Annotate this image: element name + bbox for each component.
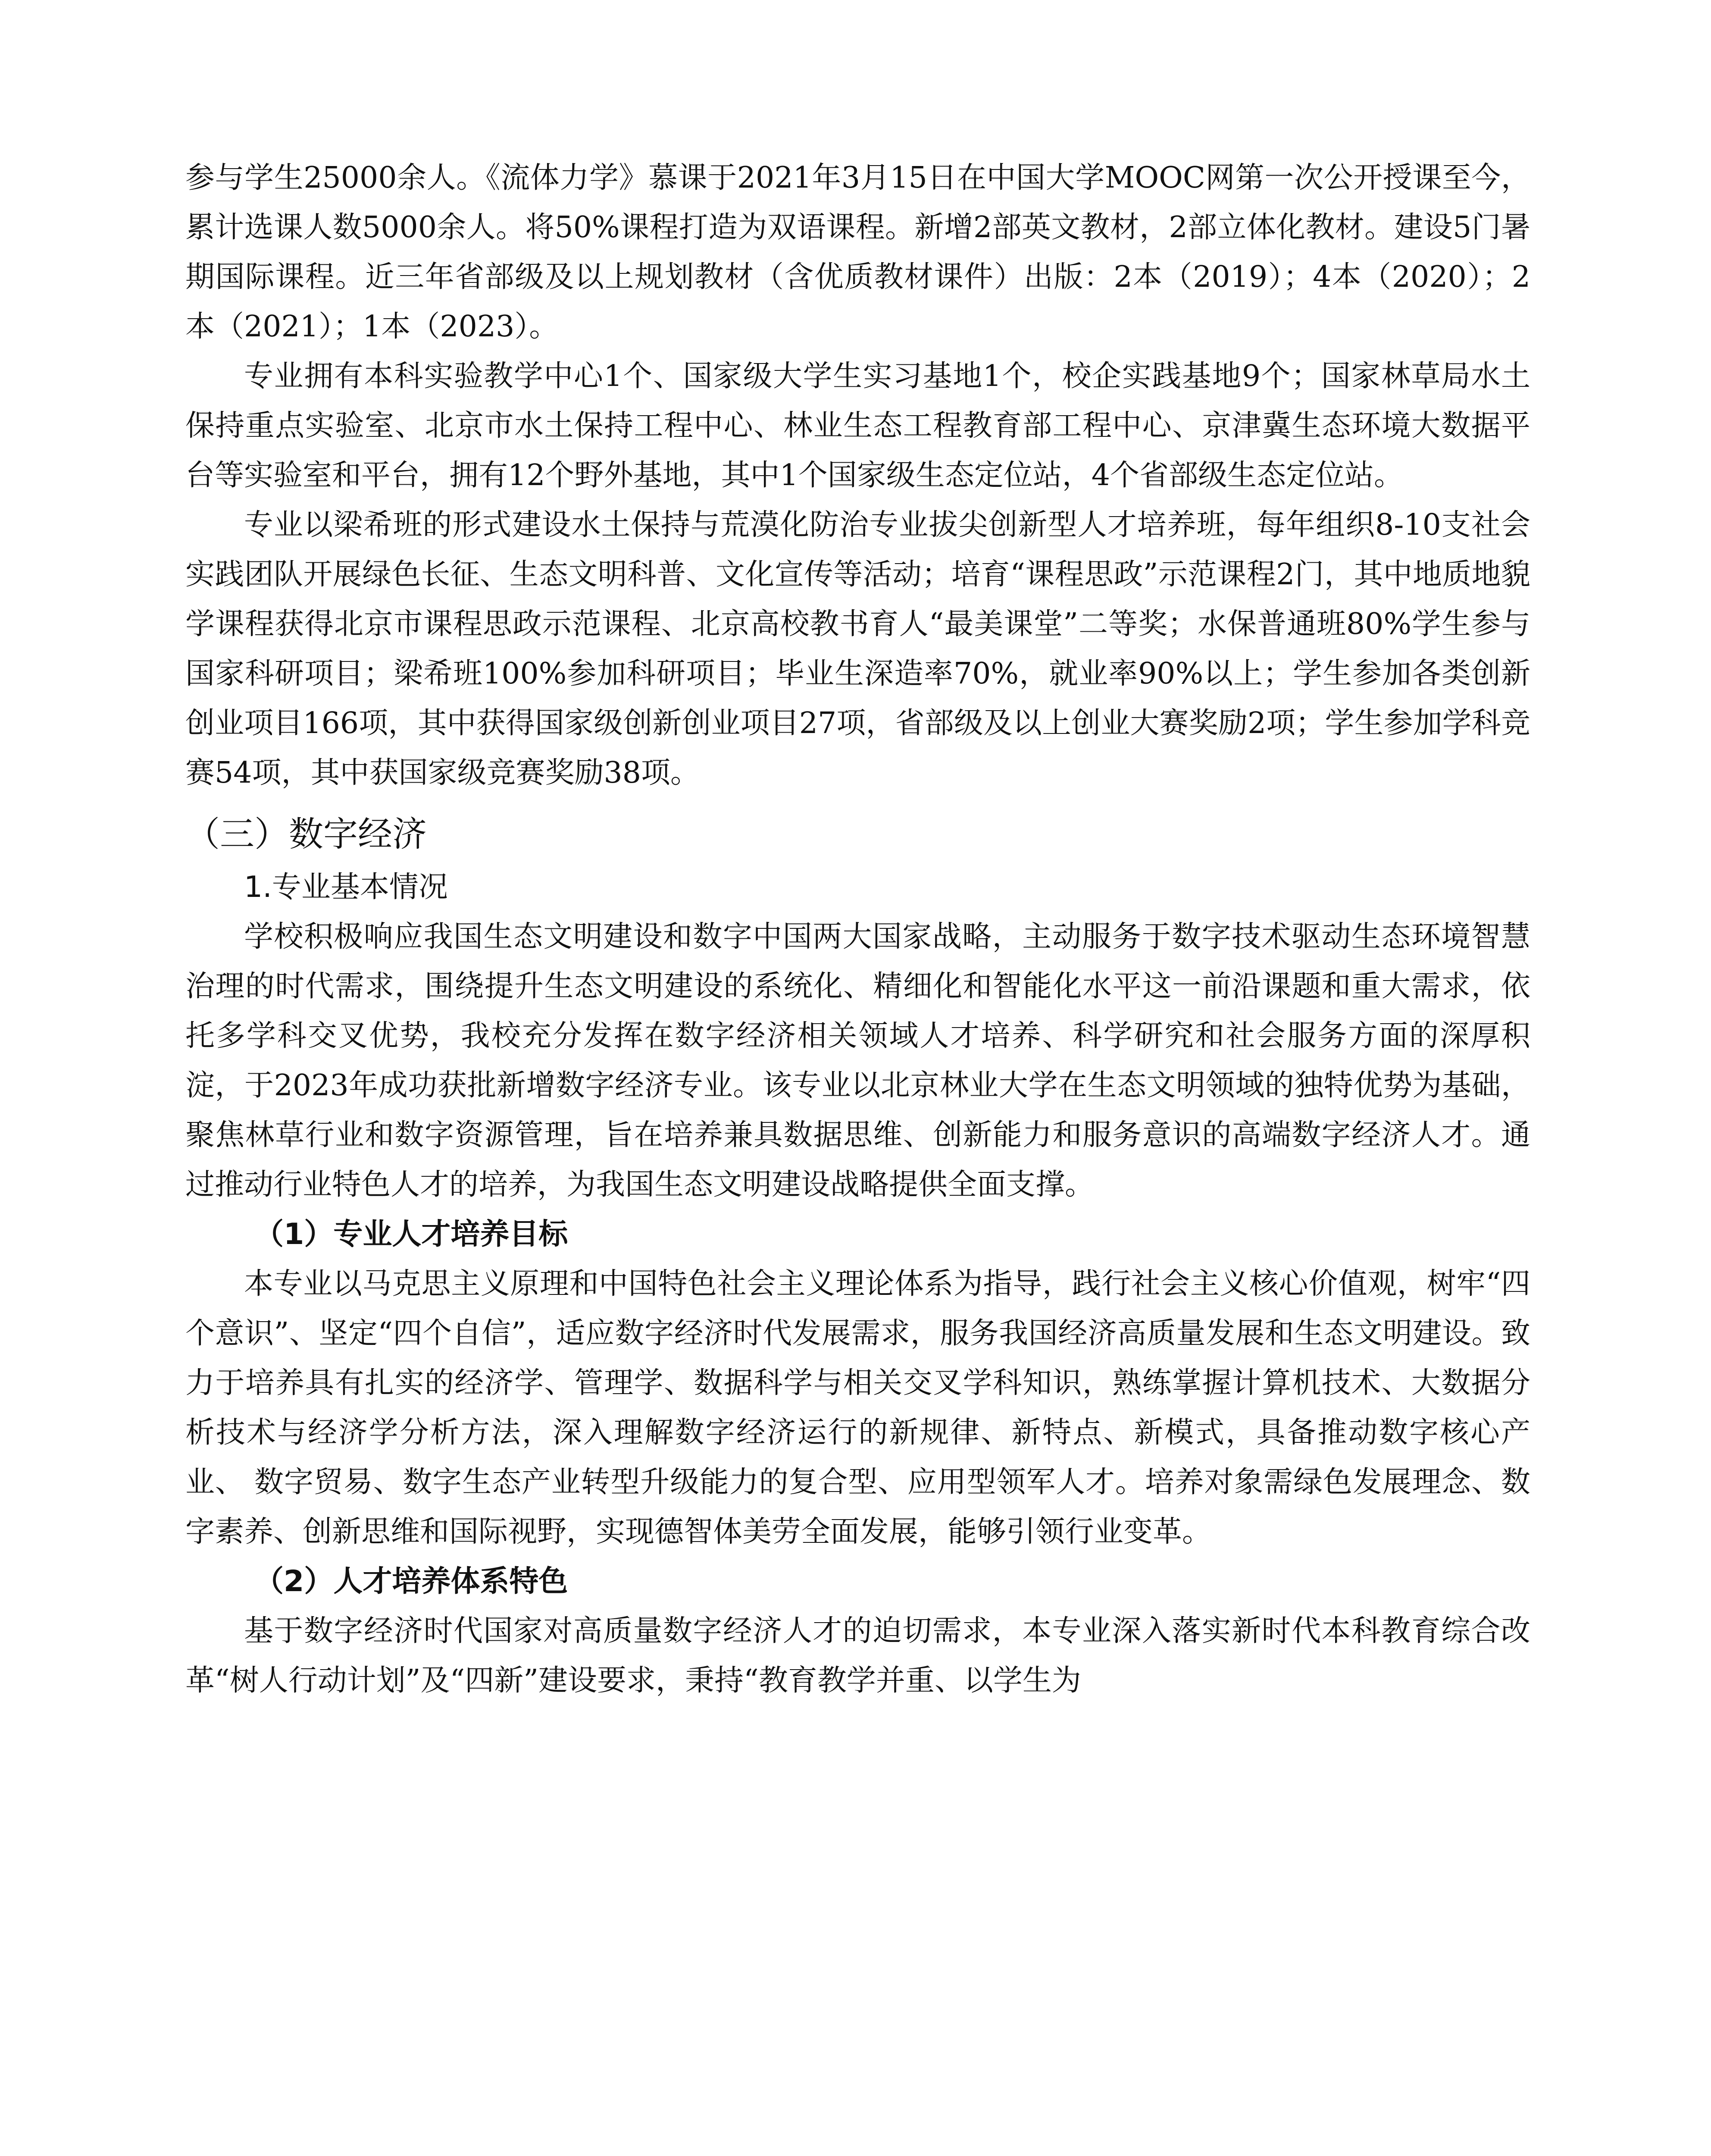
subheading-system-features: （2）人才培养体系特色: [254, 1564, 568, 1598]
subheading-training-goals: （1）专业人才培养目标: [254, 1217, 568, 1251]
paragraph-liangxi-class: 专业以梁希班的形式建设水土保持与荒漠化防治专业拔尖创新型人才培养班，每年组织8-10支社会实践团队开展绿色长征、生态文明科普、文化宣传等活动；培育“课程思政”示范课程2门，其中地质地貌学课程获得北京市课程思政示范课程、北京高校教书育人“最美课堂”二等奖；水保普通班80%学生参与国家科研项目；梁希班100%参加科研项目；毕业生深造率70%，就业率90%以上；学生参加各类创新创业项目166项，其中获得国家级创新创业项目27项，省部级及以上创业大赛奖励2项；学生参加学科竞赛54项，其中获国家级竞赛奖励38项。: [185, 508, 1530, 790]
page-body: [185, 153, 1530, 1705]
paragraph-teaching-facilities: 专业拥有本科实验教学中心1个、国家级大学生实习基地1个，校企实践基地9个；国家林草局水土保持重点实验室、北京市水土保持工程中心、林业生态工程教育部工程中心、京津冀生态环境大数据平台等实验室和平台，拥有12个野外基地，其中1个国家级生态定位站，4个省部级生态定位站。: [185, 359, 1530, 492]
subheading-basic-info: 1.专业基本情况: [244, 870, 448, 904]
section-heading-digital-economy: （三）数字经济: [185, 814, 427, 854]
paragraph-major-overview: 学校积极响应我国生态文明建设和数字中国两大国家战略，主动服务于数字技术驱动生态环境智慧治理的时代需求，围绕提升生态文明建设的系统化、精细化和智能化水平这一前沿课题和重大需求，依托多学科交叉优势，我校充分发挥在数字经济相关领域人才培养、科学研究和社会服务方面的深厚积淀，于2023年成功获批新增数字经济专业。该专业以北京林业大学在生态文明领域的独特优势为基础，聚焦林草行业和数字资源管理，旨在培养兼具数据思维、创新能力和服务意识的高端数字经济人才。通过推动行业特色人才的培养，为我国生态文明建设战略提供全面支撑。: [185, 920, 1530, 1202]
paragraph-student-participation: 参与学生25000余人。《流体力学》慕课于2021年3月15日在中国大学MOOC网第一次公开授课至今，累计选课人数5000余人。将50%课程打造为双语课程。新增2部英文教材，2部立体化教材。建设5门暑期国际课程。近三年省部级及以上规划教材（含优质教材课件）出版：2本（2019）；4本（2020）；2本（2021）；1本（2023）。: [185, 161, 1530, 344]
paragraph-system-features: 基于数字经济时代国家对高质量数字经济人才的迫切需求，本专业深入落实新时代本科教育综合改革“树人行动计划”及“四新”建设要求，秉持“教育教学并重、以学生为: [185, 1614, 1530, 1698]
paragraph-training-goals: 本专业以马克思主义原理和中国特色社会主义理论体系为指导，践行社会主义核心价值观，树牢“四个意识”、坚定“四个自信”，适应数字经济时代发展需求，服务我国经济高质量发展和生态文明建设。致力于培养具有扎实的经济学、管理学、数据科学与相关交叉学科知识，熟练掌握计算机技术、大数据分析技术与经济学分析方法，深入理解数字经济运行的新规律、新特点、新模式，具备推动数字核心产业、 数字贸易、数字生态产业转型升级能力的复合型、应用型领军人才。培养对象需绿色发展理念、数字素养、创新思维和国际视野，实现德智体美劳全面发展，能够引领行业变革。: [185, 1267, 1530, 1549]
